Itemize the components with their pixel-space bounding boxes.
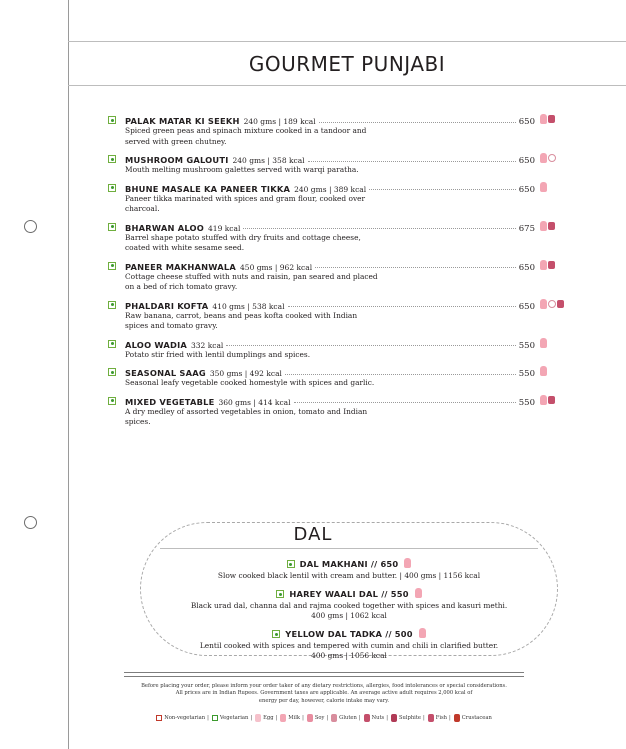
item-portion: 450 gms | 962 kcal: [240, 262, 313, 272]
legend-entry: Fish |: [428, 714, 451, 722]
item-description: Seasonal leafy vegetable cooked homestyle with spices and garlic.: [125, 378, 375, 387]
footer-rule-bottom: [124, 676, 524, 677]
footer-disclaimer: [124, 683, 524, 705]
item-name: MUSHROOM GALOUTI: [125, 155, 229, 165]
item-description: Paneer tikka marinated with spices and gram flour, cooked over charcoal.: [125, 193, 366, 213]
dal-item-name: HAREY WAALI DAL // 550: [289, 589, 409, 599]
veg-icon: [108, 184, 116, 192]
item-name: PHALDARI KOFTA: [125, 300, 209, 311]
item-price: 650: [518, 262, 535, 273]
milk-icon: [540, 395, 547, 405]
legend-entry: Milk |: [280, 714, 304, 722]
veg-icon: [212, 715, 218, 721]
dal-item-name: DAL MAKHANI // 650: [299, 559, 399, 569]
item-name: SEASONAL SAAG: [125, 368, 206, 378]
dal-item-portion: 400 gms | 1062 kcal: [311, 611, 387, 620]
fish-icon: [428, 714, 434, 722]
allergen-icons: [540, 366, 578, 376]
milk-icon: [280, 714, 286, 722]
veg-icon: [108, 116, 116, 124]
legend-entry: Vegetarian |: [212, 715, 252, 721]
nuts-icon: [548, 261, 555, 269]
menu-item: [108, 221, 578, 254]
milk-icon: [415, 588, 422, 598]
item-description: Potato stir fried with lentil dumplings and spices.: [125, 349, 311, 359]
item-portion: 332 kcal: [191, 340, 224, 350]
veg-icon: [108, 397, 116, 405]
gluten-icon: [548, 154, 556, 162]
menu-item: [108, 114, 578, 147]
dal-item: [140, 588, 558, 621]
item-price: 550: [518, 397, 535, 408]
item-price: 675: [518, 223, 535, 234]
binding-line: [68, 0, 69, 749]
milk-icon: [540, 260, 547, 270]
item-description: Cottage cheese stuffed with nuts and raisin, pan seared and placed on a bed of rich tomato gravy.: [125, 271, 378, 291]
dal-item-portion: 400 gms | 1056 kcal: [311, 651, 387, 660]
egg-icon: [255, 714, 261, 722]
item-description: Spiced green peas and spinach mixture cooked in a tandoor and served with green chutney.: [125, 126, 367, 146]
legend-label: Fish: [435, 715, 447, 721]
item-portion: 240 gms | 358 kcal: [232, 156, 305, 165]
legend-entry: [454, 714, 492, 722]
item-name: PANEER MAKHANWALA: [125, 261, 237, 272]
legend-entry: Egg |: [255, 714, 277, 722]
header-bottom-rule: [68, 85, 626, 86]
veg-icon: [108, 155, 116, 163]
allergen-icons: [540, 153, 578, 163]
legend-entry: Gluten |: [331, 714, 360, 722]
dal-item: [140, 628, 558, 661]
disclaimer-line: Before placing your order, please inform your order taker of any dietary restrictions, allergies, food intolerances or special considerations.: [141, 683, 507, 689]
item-price: 650: [518, 184, 535, 195]
dal-item-desc: Lentil cooked with spices and tempered with cumin and chili in clarified butter.: [199, 641, 499, 650]
footer-rule-top: [124, 672, 524, 673]
item-price: 650: [518, 301, 535, 312]
milk-icon: [540, 153, 547, 163]
legend-label: Soy: [314, 715, 325, 721]
allergen-icons: [540, 114, 578, 124]
item-name: MIXED VEGETABLE: [125, 396, 215, 407]
veg-icon: [287, 560, 295, 568]
header-top-rule: [68, 41, 626, 42]
item-name: PALAK MATAR KI SEEKH: [125, 116, 240, 126]
allergen-icons: [540, 260, 578, 270]
item-portion: 240 gms | 389 kcal: [294, 184, 367, 194]
item-description: A dry medley of assorted vegetables in onion, tomato and Indian spices.: [125, 406, 368, 426]
dot-leader: [243, 228, 515, 229]
dal-item-desc: Slow cooked black lentil with cream and butter. | 400 gms | 1156 kcal: [217, 571, 481, 580]
allergen-icons: [540, 221, 578, 231]
dot-leader: [285, 374, 516, 375]
item-name: ALOO WADIA: [125, 339, 188, 350]
veg-icon: [108, 223, 116, 231]
dot-leader: [288, 306, 516, 307]
legend-label: Sulphite: [398, 715, 421, 721]
menu-item: [108, 395, 578, 428]
dal-item-desc: Black urad dal, channa dal and rajma cooked together with spices and kasuri methi.: [190, 601, 508, 610]
milk-icon: [404, 558, 411, 568]
item-price: 650: [518, 156, 535, 166]
gluten-icon: [548, 300, 556, 308]
menu-item: [108, 366, 578, 389]
dot-leader: [319, 122, 516, 123]
item-price: 550: [518, 340, 535, 351]
allergen-icons: [540, 395, 578, 405]
dal-title-rule: [160, 548, 538, 549]
menu-item-list: [108, 114, 578, 434]
legend-label: Nuts: [371, 715, 385, 721]
gluten-icon: [331, 714, 337, 722]
milk-icon: [540, 338, 547, 348]
disclaimer-line: energy per day, however, calorie intake may vary.: [258, 697, 390, 704]
menu-item: [108, 299, 578, 332]
item-name: BHARWAN ALOO: [125, 222, 205, 233]
sulphite-icon: [391, 714, 397, 722]
allergen-icons: [540, 338, 578, 348]
veg-icon: [108, 340, 116, 348]
nuts-icon: [548, 115, 555, 123]
menu-item: [108, 260, 578, 293]
legend-label: Egg: [263, 715, 274, 721]
allergen-legend: [124, 714, 524, 722]
dot-leader: [369, 189, 516, 190]
legend-label: Vegetarian: [219, 715, 249, 721]
nuts-icon: [548, 396, 555, 404]
menu-item: [108, 182, 578, 215]
menu-item: [108, 338, 578, 361]
dal-title: DAL: [293, 524, 333, 545]
disclaimer-line: All prices are in Indian Rupees. Government taxes are applicable. An average active adult requires 2,000 kcal of: [175, 690, 473, 697]
legend-label: Non-vegetarian: [164, 715, 206, 721]
milk-icon: [540, 221, 547, 231]
soy-icon: [307, 714, 313, 722]
milk-icon: [540, 182, 547, 192]
item-description: Raw banana, carrot, beans and peas kofta cooked with Indian spices and tomato gravy.: [125, 310, 358, 330]
binder-hole-top: [24, 220, 37, 233]
veg-icon: [108, 262, 116, 270]
item-description: Barrel shape potato stuffed with dry fruits and cottage cheese, coated with white sesame seed.: [125, 232, 361, 252]
nuts-icon: [557, 300, 564, 308]
item-portion: 240 gms | 189 kcal: [243, 117, 316, 126]
legend-label: Gluten: [339, 715, 357, 721]
item-name: BHUNE MASALE KA PANEER TIKKA: [125, 183, 291, 194]
allergen-icons: [540, 182, 578, 192]
legend-label: Milk: [288, 715, 301, 721]
nuts-icon: [548, 222, 555, 230]
item-portion: 419 kcal: [208, 223, 241, 233]
milk-icon: [540, 114, 547, 124]
milk-icon: [419, 628, 426, 638]
legend-entry: Sulphite |: [391, 714, 425, 722]
legend-label: Crustacean: [461, 715, 492, 721]
item-portion: 360 gms | 414 kcal: [218, 397, 291, 407]
dal-item-name: YELLOW DAL TADKA // 500: [285, 629, 413, 639]
nuts-icon: [364, 714, 370, 722]
legend-entry: Nuts |: [364, 714, 388, 722]
veg-icon: [108, 368, 116, 376]
dot-leader: [294, 402, 516, 403]
allergen-icons: [540, 299, 578, 309]
veg-icon: [276, 590, 284, 598]
milk-icon: [540, 299, 547, 309]
item-description: Mouth melting mushroom galettes served with warqi paratha.: [125, 165, 359, 174]
veg-icon: [272, 630, 280, 638]
crustacean-icon: [454, 714, 460, 722]
non-veg-icon: [156, 715, 162, 721]
section-title: GOURMET PUNJABI: [248, 52, 446, 76]
item-portion: 350 gms | 492 kcal: [209, 369, 282, 378]
legend-entry: Soy |: [307, 714, 328, 722]
item-portion: 410 gms | 538 kcal: [212, 301, 285, 311]
dot-leader: [308, 161, 516, 162]
item-price: 550: [518, 369, 535, 379]
dot-leader: [315, 267, 516, 268]
milk-icon: [540, 366, 547, 376]
dal-item: [140, 558, 558, 581]
veg-icon: [108, 301, 116, 309]
item-price: 650: [518, 117, 535, 127]
menu-item: [108, 153, 578, 176]
legend-entry: Non-vegetarian |: [156, 715, 209, 721]
dot-leader: [226, 345, 515, 346]
